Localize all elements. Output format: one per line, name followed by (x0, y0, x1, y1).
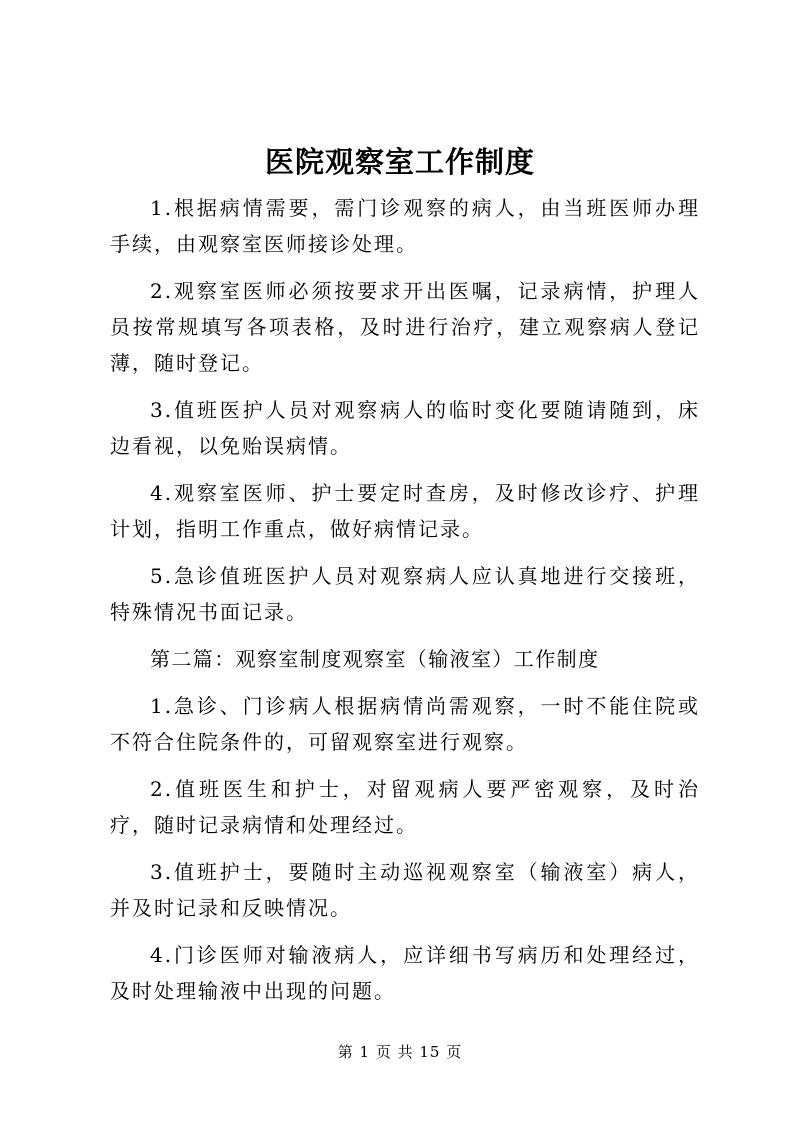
document-body (110, 190, 700, 1020)
section-paragraph-1: 1.急诊、门诊病人根据病情尚需观察，一时不能住院或不符合住院条件的，可留观察室进行观察。 (110, 694, 700, 754)
paragraph-4: 4.观察室医师、护士要定时查房，及时修改诊疗、护理计划，指明工作重点，做好病情记录。 (110, 481, 700, 541)
paragraph-2: 2.观察室医师必须按要求开出医嘱，记录病情，护理人员按常规填写各项表格，及时进行治疗，建立观察病人登记薄，随时登记。 (110, 279, 700, 375)
section-heading: 第二篇：观察室制度观察室（输液室）工作制度 (150, 647, 600, 671)
paragraph-3: 3.值班医护人员对观察病人的临时变化要随请随到，床边看视，以免贻误病情。 (110, 398, 700, 458)
section-paragraph-2: 2.值班医生和护士，对留观病人要严密观察，及时治疗，随时记录病情和处理经过。 (110, 777, 700, 837)
section-paragraph-3: 3.值班护士，要随时主动巡视观察室（输液室）病人，并及时记录和反映情况。 (110, 860, 700, 920)
document-title: 医院观察室工作制度 (264, 145, 535, 179)
page-number-footer: 第 1 页 共 15 页 (337, 1043, 463, 1061)
paragraph-1: 1.根据病情需要，需门诊观察的病人，由当班医师办理手续，由观察室医师接诊处理。 (110, 196, 700, 256)
paragraph-5: 5.急诊值班医护人员对观察病人应认真地进行交接班，特殊情况书面记录。 (110, 564, 700, 624)
section-paragraph-4: 4.门诊医师对输液病人，应详细书写病历和处理经过，及时处理输液中出现的问题。 (110, 943, 700, 1003)
